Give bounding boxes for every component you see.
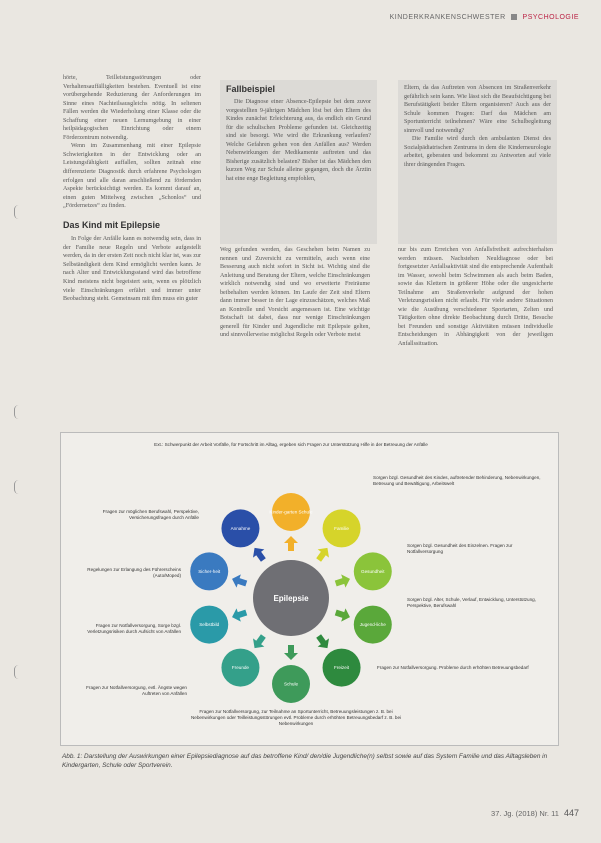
diagram-arrow [313,632,333,652]
column-2 [220,246,370,340]
note-right-2: Sorgen bzgl. Gesundheit des Einzelnen. Fragen zur Notfallversorgung [407,543,513,554]
note-right-3: Sorgen bzgl. Alter, Schule, Verlauf, Entwicklung, Unterstützung, Perspektive, Berufswahl [407,597,536,608]
diagram-arrow [230,572,249,590]
diagram-node-label: Kinder-garten Schule [269,509,313,515]
diagram-arrow [249,544,269,564]
diagram-arrow [284,536,298,551]
case-box-text: Die Diagnose einer Absence-Epilepsie bei dem zuvor vorgestellten 9-jährigen Mädchen löst bei den Eltern des Kindes zunächst Erleichterung aus, da endlich ein Grund für die schulischen Probleme gefunden ist. Gleichzeitig sind sie besorgt. Wie wird die Erkrankung verlaufen? Welche Gefahren gehen von den Anfällen aus? Werden Nebenwirkungen der Medikamente auftreten und das Bisherige zusätzlich belasten? Bisher ist das Mädchen den kurzen Weg zur Schule alleine gegangen, doch die Ärztin hat eine enge Begleitung empfohlen, [226,99,371,182]
figure-diagram [60,432,559,746]
note-right-4: Fragen zur Notfallversorgung. Probleme durch erhöhten Betreuungsbedarf [377,665,529,670]
col1-paragraph-1: hörte, Teilleistungsstörungen oder Verhaltensauffälligkeiten bestehen. Eventuell ist eine vorübergehende Reduzierung der Anforderungen im Sinne eines Nachteilsausgleichs nötig. In seltenen Fällen werden die Wiederholung einer Klasse oder die Schaffung einer neuen Lernumgebung in einer heilpädagogischen Einrichtung oder einem Förderzentrum notwendig. [63,75,201,141]
diagram-node-label: Schule [283,681,299,687]
binding-mark [14,205,23,219]
header-separator-icon [511,14,517,20]
col3-paragraph: nur bis zum Erreichen von Anfallsfreiheit aufrechterhalten werden müssen. Nachstehen Neuldiagnose oder bei fortgesetzter Anfallsaktivität sind die entsprechende Aufenthalt im Wasser, sowohl beim Schwimmen als auch beim Baden, sowie das Klettern in größerer Höhe oder die ungesicherte Teilnahme am Straßenverkehr aufgrund der hohen Verletzungsrisiken nicht erlaubt. Für viele andere Situationen wie die Ausübung verschiedener Sportarten, Zelten und Tätigkeiten ohne direkte Beobachtung durch Dritte, Besuche bei Freunden und sonstige Aktivitäten müssen individuelle Entscheidungen in Abhängigkeit von der jeweiligen Anfallssituation. [398,247,553,348]
binding-mark [14,405,23,419]
diagram-node-label: Freizeit [334,665,350,671]
case-box [220,80,377,244]
note-right-1: Sorgen bzgl. Gesundheit des Kindes, auftretender Behinderung, Nebenwirkungen, Betreuung und Bewältigung, Arbeitswelt [373,475,541,486]
diagram-node-label: Familie [334,525,349,531]
column-1 [63,74,201,304]
binding-mark [14,665,23,679]
note-left-1: Fragen zur möglichen Berufswahl, Perspektive, Versicherungsfragen durch Anfälle [102,509,199,520]
diagram-node-label: Gesundheit [361,568,385,574]
center-label: Epilepsie [273,594,309,603]
case-box-title: Fallbeispiel [226,84,276,94]
case-box-continued [398,80,557,244]
binding-mark [14,480,23,494]
figure-caption: Abb. 1: Darstellung der Auswirkungen einer Epilepsiediagnose auf das betroffene Kind/ den/die Jugendliche(n) selbst sowie auf das System Familie und das Alltagsleben in Kindergarten, Schule oder Sportverein. [62,753,548,769]
col1-paragraph-2: Wenn im Zusammenhang mit einer Epilepsie Schwierigkeiten in der Entwicklung oder an Leistungsfähigkeit auffallen, sollten zeitnah eine differenzierte Diagnostik durch erfahrene Psychologen erfolgen und alle daran anschließend zu fördernden Aspekte berücksichtigt werden. Es kommt darauf an, einen guten Mittelweg zwischen „Schonlos“ und „Fördernetzes“ zu finden. [63,143,201,210]
footer-issue: 37. Jg. (2018) Nr. 11 [491,809,559,818]
diagram-node-label: Selbstbild [199,622,220,628]
note-left-3: Fragen zur Notfallversorgung, Sorge bzgl. Verletzungsrisiken durch Aufsicht von Anfällen [87,623,181,634]
epilepsy-impact-diagram [61,433,558,745]
diagram-node-label: Annahme [230,525,251,531]
note-left-2: Regelungen zur Erlangung des Führerscheins (Auto/Moped) [87,567,181,578]
page-footer [491,808,579,818]
running-header [390,14,579,21]
note-left-4: Fragen zur Notfallversorgung, evtl. Ängste wegen Auftreten von Anfällen [86,685,187,696]
col2-paragraph: Weg gefunden werden, das Geschehen beim Namen zu nennen und Zuversicht zu vermitteln, auch wenn eine Besserung auch nicht sofort in Sicht ist. Wichtig sind die Anleitung und Beratung der Eltern, welche Einschränkungen wirklich notwendig sind und wo erweiterte Freiräume beibehalten werden können. Im Laufe der Zeit sind Eltern dann immer besser in der Lage einzuschätzen, welches Maß an Kontrolle und Vorsicht angemessen ist. Eine wichtige Botschaft ist dabei, dass nur wenige Einschränkungen generell für Kinder und Jugendliche mit Epilepsie gelten, und sinnvollerweise möglichst Regeln oder Verbote meist [220,247,370,339]
case-box2-paragraph-2: Die Familie wird durch den ambulanten Dienst des Sozialpädiatrischen Zentrums in dem die Kinderneurologie arbeitet, geberaten und bekommt zu Antworten auf viele ihrer drängenden Fragen. [404,136,551,168]
diagram-arrow [249,632,269,652]
diagram-node-label: Sicher-heit [198,568,221,574]
note-bottom: Fragen zur Notfallversorgung, zur Teilnahme an Sportunterricht, Betreuungsleistungen z. B. bei Nebenwirkungen oder Teilleistungsstörungen evtl. Probleme durch erhöhten Betreuungsbedarf z. B. bei Nebenwirkungen [190,709,402,726]
section-heading: Das Kind mit Epilepsie [63,219,161,230]
page-number: 447 [563,808,579,818]
col1-paragraph-3: In Folge der Anfälle kann es notwendig sein, dass in der Familie neue Regeln und Verbote aufgestellt werden, da in der ersten Zeit noch nicht klar ist, was zur Selbständigkeit dem Kind ermöglicht werden kann. Je nach Alter und Entwicklungsstand wird das betroffene Kind meistens nicht begeistert sein, wenn es plötzlich viele Einschränkungen erfährt und immer unter Beobachtung steht. Gemeinsam mit ihm muss ein guter [63,236,201,303]
diagram-arrow [284,645,298,660]
diagram-node-label: Jugend-liche [359,622,386,628]
note-top: Ext.: Schwerpunkt der Arbeit Vorfälle, für Fortschritt im Alltag, ergeben sich Fragen zur Unterstützung Hilfe in der Betreuung der Anfälle [154,442,428,447]
diagram-arrow [313,544,333,564]
diagram-arrow [334,572,353,590]
column-3 [398,246,553,349]
diagram-node-label: Freunde [231,665,250,671]
diagram-arrow [230,606,249,624]
diagram-arrow [334,606,353,624]
case-box2-paragraph-1: Eltern, da das Auftreten von Absencen im Straßenverkehr gefährlich sein kann. Wie lässt sich die Beaufsichtigung bei Berufstätigkeit beider Eltern organisieren? Auch aus der Schule kommen Fragen: Darf das Mädchen am Sportunterricht teilnehmen? Wäre eine Schulbegleitung sinnvoll und notwendig? [404,85,551,134]
header-journal: KINDERKRANKENSCHWESTER [389,14,506,21]
header-section: PSYCHOLOGIE [522,14,579,21]
